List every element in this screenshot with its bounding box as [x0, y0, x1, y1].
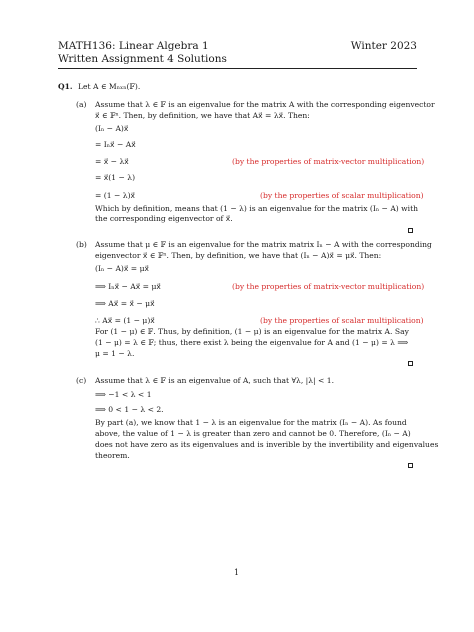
question-intro: Let A ∈ Mₙₓₙ(𝔽). — [78, 82, 141, 91]
part-a-derivation-line-5: = (1 − λ)x⃗ — [95, 191, 136, 200]
part-c-derivation-line-2: ⟹ 0 < 1 − λ < 2. — [95, 405, 164, 414]
part-c-conclusion-line-1: By part (a), we know that 1 − λ is an eigenvalue for the matrix (Iₙ − A). As found — [95, 418, 407, 427]
qed-square-icon — [408, 361, 413, 366]
part-c-statement: Assume that λ ∈ 𝔽 is an eigenvalue of A, such that ∀λ, |λ| < 1. — [95, 376, 335, 385]
part-b-derivation-line-2: ⟹ Iₙx⃗ − Ax⃗ = μx⃗ — [95, 282, 161, 291]
part-b-label: (b) — [76, 240, 87, 249]
qed-square-icon — [408, 228, 413, 233]
part-a-statement-line-2: x⃗ ∈ 𝔽ⁿ. Then, by definition, we have that Ax⃗ = λx⃗. Then: — [95, 111, 310, 120]
part-b-derivation-line-3: ⟹ Ax⃗ = x⃗ − μx⃗ — [95, 299, 155, 308]
question-label: Q1. — [58, 82, 73, 91]
page-number: 1 — [234, 568, 240, 577]
part-c-label: (c) — [76, 376, 87, 385]
part-c-derivation-line-1: ⟹ −1 < λ < 1 — [95, 390, 152, 399]
part-a-conclusion-line-2: the corresponding eigenvector of x⃗. — [95, 214, 233, 223]
part-a-derivation-line-4: = x⃗(1 − λ) — [95, 173, 136, 182]
header-rule — [58, 68, 417, 69]
part-a-justification-matrix-vector: (by the properties of matrix-vector multiplication) — [232, 157, 425, 166]
part-a-derivation-line-1: (Iₙ − A)x⃗ — [95, 124, 129, 133]
part-b-derivation-line-4: ∴ Ax⃗ = (1 − μ)x⃗ — [95, 316, 155, 325]
part-b-justification-scalar: (by the properties of scalar multiplication) — [260, 316, 424, 325]
term-label: Winter 2023 — [350, 40, 417, 52]
part-a-statement-line-1: Assume that λ ∈ 𝔽 is an eigenvalue for the matrix A with the corresponding eigenvector — [95, 100, 435, 109]
part-b-justification-matrix-vector: (by the properties of matrix-vector multiplication) — [232, 282, 425, 291]
part-a-justification-scalar: (by the properties of scalar multiplication) — [260, 191, 424, 200]
part-a-derivation-line-3: = x⃗ − λx⃗ — [95, 157, 129, 166]
part-b-conclusion-line-2: (1 − μ) = λ ∈ 𝔽; thus, there exist λ being the eigenvalue for A and (1 − μ) = λ ⟹ — [95, 338, 409, 347]
qed-square-icon — [408, 463, 413, 468]
part-c-conclusion-line-4: theorem. — [95, 451, 130, 460]
part-b-statement-line-1: Assume that μ ∈ 𝔽 is an eigenvalue for the matrix matrix Iₙ − A with the corresponding — [95, 240, 432, 249]
course-title: MATH136: Linear Algebra 1 — [58, 40, 209, 52]
part-b-statement-line-2: eigenvector x⃗ ∈ 𝔽ⁿ. Then, by definition, we have that (Iₙ − A)x⃗ = μx⃗. Then: — [95, 251, 382, 260]
part-c-conclusion-line-3: does not have zero as its eigenvalues and is inverible by the invertibility and eigenvalues — [95, 440, 439, 449]
part-a-derivation-line-2: = Iₙx⃗ − Ax⃗ — [95, 140, 136, 149]
part-a-conclusion-line-1: Which by definition, means that (1 − λ) is an eigenvalue for the matrix (Iₙ − A) with — [95, 204, 419, 213]
part-c-conclusion-line-2: above, the value of 1 − λ is greater than zero and cannot be 0. Therefore, (Iₙ − A) — [95, 429, 411, 438]
part-b-conclusion-line-1: For (1 − μ) ∈ 𝔽. Thus, by definition, (1 − μ) is an eigenvalue for the matrix A. Say — [95, 327, 409, 336]
part-a-label: (a) — [76, 100, 87, 109]
assignment-title: Written Assignment 4 Solutions — [58, 53, 227, 65]
part-b-conclusion-line-3: μ = 1 − λ. — [95, 349, 135, 358]
part-b-derivation-line-1: (Iₙ − A)x⃗ = μx⃗ — [95, 264, 149, 273]
